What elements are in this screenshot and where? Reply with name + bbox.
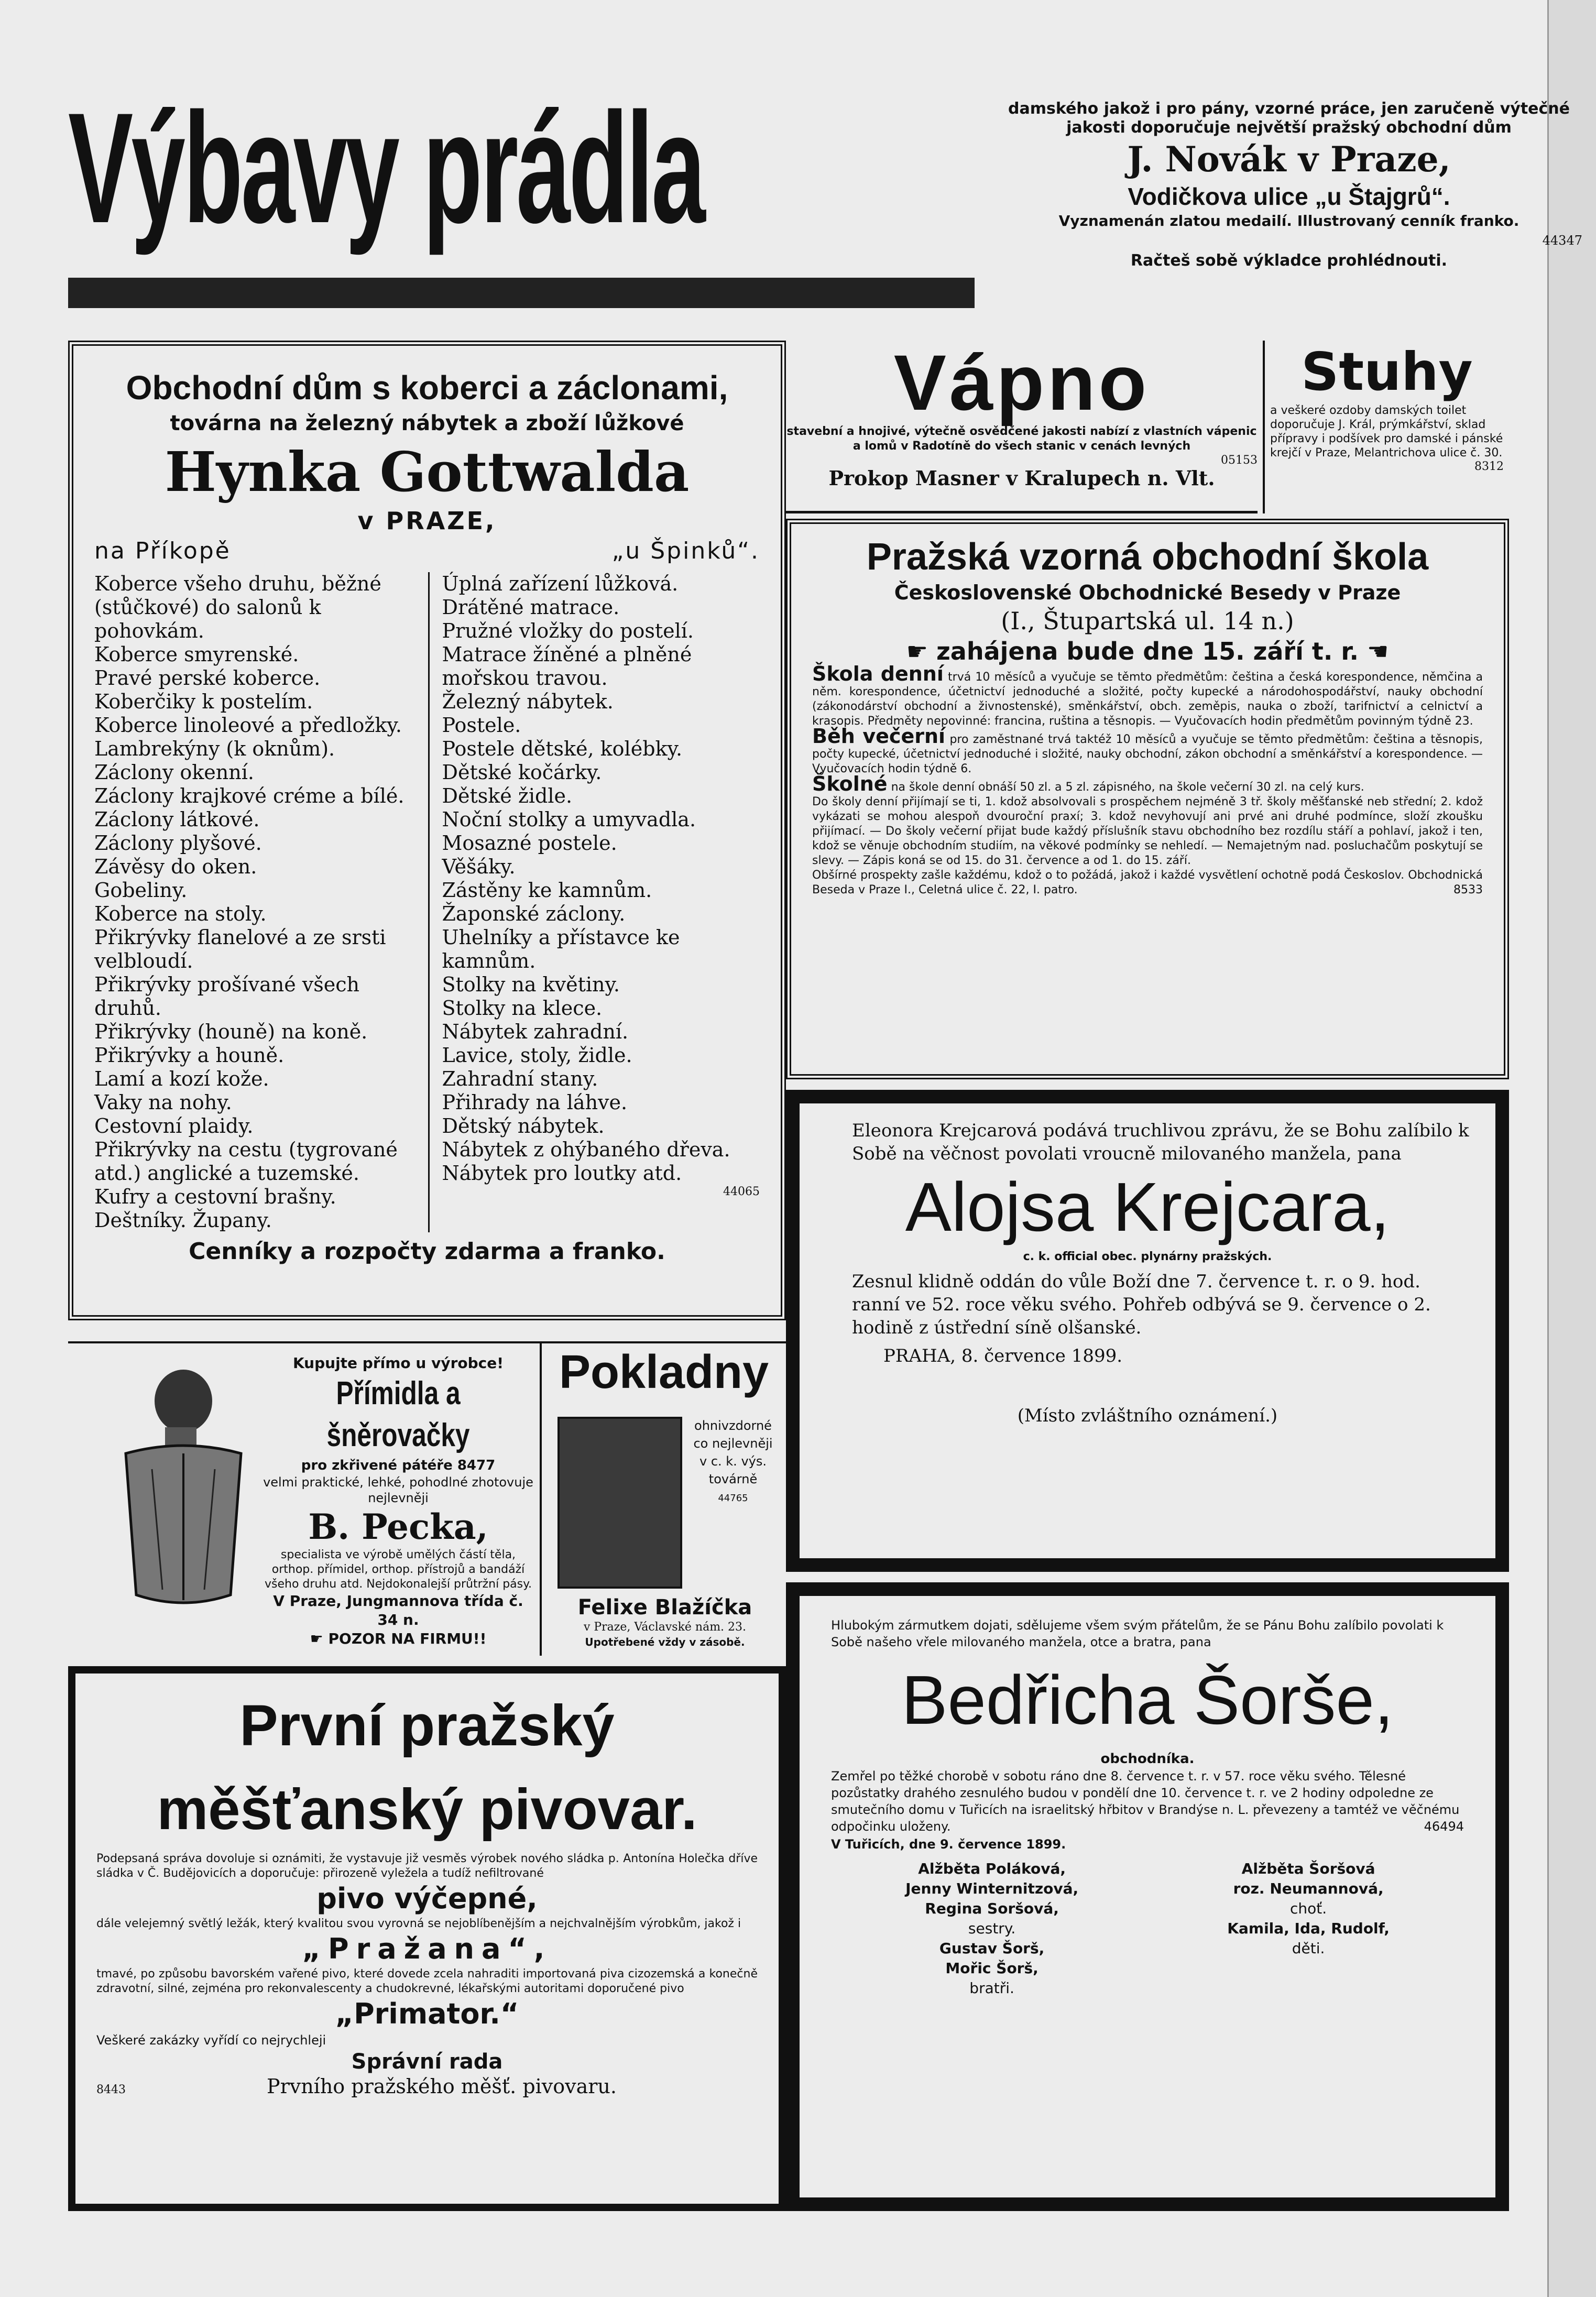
carpet-lists <box>94 572 760 1232</box>
school-prospectus: Obšírné prospekty zašle každému, kdož o to požádá, jakož i každé vysvětlení ochotně podá Českoslov. Obchodnická Beseda v Praze I., Celetná ulice č. 22, I. patro. <box>812 869 1483 896</box>
family-role: sestry. <box>968 1920 1016 1937</box>
corset-header: Kupujte přímo u výrobce! <box>292 1354 504 1372</box>
school-code: 8533 <box>1453 883 1483 896</box>
list-item: Koberce linoleové a předložky. <box>94 714 402 737</box>
krejcar-dateline: PRAHA, 8. července 1899. <box>883 1346 1123 1366</box>
corset-figure <box>105 1364 252 1616</box>
list-item: Přikrývky prošívané všech druhů. <box>94 973 359 1020</box>
list-item: Záclony látkové. <box>94 808 260 831</box>
carpet-line1: Obchodní dům s koberci a záclonami, <box>126 369 728 407</box>
school-fee-text: na škole denní obnáší 50 zl. a 5 zl. zápisného, na škole večerní 30 zl. na celý kurs. <box>891 781 1364 794</box>
family-member: Alžběta Šoršová <box>1241 1860 1375 1877</box>
family-member: Mořic Šorš, <box>945 1960 1039 1977</box>
list-item: Nábytek pro loutky atd. <box>442 1162 682 1185</box>
carpet-location-right: „u Špinků“. <box>611 538 760 564</box>
brewery-beer3: „Primator.“ <box>335 1997 519 2030</box>
pokladny-headline: Pokladny <box>559 1346 769 1398</box>
school-evening-label: Běh večerní <box>812 725 946 748</box>
school-fee-label: Školné <box>812 772 888 795</box>
corset-sub <box>262 1457 534 1474</box>
family-member: roz. Neumannová, <box>1233 1880 1384 1897</box>
list-item: Záclony okenní. <box>94 761 254 784</box>
family-member: Regina Soršová, <box>925 1900 1059 1917</box>
family-role: choť. <box>1290 1900 1327 1917</box>
title-intro: damského jakož i pro pány, vzorné práce, jen zaručeně výtečné jakosti doporučuje největší pražský obchodní dům <box>1008 100 1570 137</box>
list-item: Nábytek z ohýbaného dřeva. <box>442 1138 730 1161</box>
school-admission: Do školy denní přijímají se ti, 1. kdož absolvovali s prospěchem nejméně 3 tř. školy měšťanské neb střední; 2. kdož vykázati se mohou alespoň dvouroční praxí; 3. kdož nevyhovují ani prvé ani druhé podmínce, složí zkoušku přijímací. — Do školy večerní přijat bude každý příslušník stavu obchodního bez rozdílu stáří a pohlaví, jakož i ten, kdož se věnuje obchodním studiím, na věkové podmínky se nehledí. — Nemajetným nad. posluchačům poskytují se slevy. — Zápis koná se od 15. do 31. července a od 1. do 15. září. <box>812 795 1483 867</box>
carpet-footer: Cenníky a rozpočty zdarma a franko. <box>189 1238 665 1265</box>
stuhy-body: a veškeré ozdoby damských toilet doporučuje J. Král, prýmkářství, sklad přípravy i podšívek pro damské i pánské krejčí v Praze, Melantrichova ulice č. 30. <box>1270 404 1503 460</box>
family-member: Jenny Winternitzová, <box>905 1880 1079 1897</box>
page-edge <box>1547 0 1596 2297</box>
sors-family-left <box>905 1859 1078 1998</box>
list-item: Gobeliny. <box>94 879 188 902</box>
list-item: Pravé perské koberce. <box>94 666 321 690</box>
list-item: Stolky na květiny. <box>442 973 620 996</box>
carpet-line2: továrna na železný nábytek a zboží lůžkové <box>170 411 684 435</box>
list-item: Zahradní stany. <box>442 1067 598 1090</box>
list-item: Věšáky. <box>442 855 516 878</box>
list-item: Mosazné postele. <box>442 832 617 855</box>
sors-family <box>831 1859 1464 1998</box>
corset-specialty: specialista ve výrobě umělých částí těla, orthop. přímidel, orthop. přístrojů a bandáží všeho druhu atd. Nejdokonalejší průtržní pásy. <box>264 1548 532 1591</box>
list-item: Závěsy do oken. <box>94 855 257 878</box>
carpet-city: v PRAZE, <box>357 507 497 535</box>
list-item: Úplná zařízení lůžková. <box>442 572 679 595</box>
list-item: Dětské kočárky. <box>442 761 602 784</box>
list-item: Cestovní plaidy. <box>94 1114 254 1137</box>
sors-dateline: V Tuřicích, dne 9. července 1899. <box>831 1837 1066 1852</box>
family-member: Gustav Šorš, <box>939 1940 1045 1957</box>
brewery-sign2: Prvního pražského měšť. pivovaru. <box>267 2075 617 2098</box>
list-item: Pružné vložky do postelí. <box>442 619 694 642</box>
sors-intro: Hlubokým zármutkem dojati, sdělujeme všem svým přátelům, že se Pánu Bohu zalíbilo povolati k Sobě našeho vřele milovaného manžela, otce a bratra, pana <box>831 1618 1444 1649</box>
sors-name: Bedřicha Šorše, <box>901 1661 1394 1738</box>
vapno-ad <box>786 338 1258 513</box>
brewery-sign: Správní rada <box>351 2050 503 2074</box>
corset-illustration <box>105 1364 252 1616</box>
krejcar-name: Alojsa Krejcara, <box>905 1168 1390 1245</box>
list-item: Přikrývky (houně) na koně. <box>94 1020 368 1043</box>
carpet-code: 44065 <box>723 1185 760 1198</box>
stuhy-code: 8312 <box>1474 460 1504 473</box>
list-item: Kufry a cestovní brašny. <box>94 1185 336 1208</box>
krejcar-notice <box>786 1090 1509 1572</box>
pokladny-ad <box>540 1341 786 1656</box>
krejcar-footer: (Místo zvláštního oznámení.) <box>1017 1405 1278 1426</box>
vapno-firm: Prokop Masner v Kralupech n. Vlt. <box>828 466 1215 490</box>
list-item: Záclony plyšové. <box>94 832 262 855</box>
vapno-code: 05153 <box>1221 454 1258 467</box>
list-item: Uhelníky a přístavce ke kamnům. <box>442 926 680 972</box>
krejcar-body: Zesnul klidně oddán do vůle Boží dne 7. července t. r. o 9. hod. ranní ve 52. roce věku svého. Pohřeb odbývá se 9. července o 2. hodině z ústřední síně olšanské. <box>852 1271 1431 1338</box>
carpet-location-left: na Příkopě <box>94 538 231 564</box>
list-item: Postele dětské, kolébky. <box>442 737 683 760</box>
carpet-locations <box>94 535 760 567</box>
school-opening: ☛ zahájena bude dne 15. září t. r. ☚ <box>906 637 1389 665</box>
krejcar-title: c. k. official obec. plynárny pražských. <box>1023 1250 1272 1263</box>
list-item: Přikrývky a houně. <box>94 1044 285 1067</box>
sors-body <box>831 1768 1464 1835</box>
vapno-body: stavební a hnojivé, výtečně osvědčené jakosti nabízí z vlastních vápenic a lomů v Radotíně do všech stanic v cenách levných <box>786 425 1257 453</box>
list-item: Koberce na stoly. <box>94 902 267 925</box>
pokladny-footer <box>542 1595 788 1649</box>
pokladny-stock: Upotřebené vždy v zásobě. <box>585 1636 745 1648</box>
brewery-beer2: „Pražana“, <box>302 1932 552 1965</box>
brewery-code: 8443 <box>96 2083 126 2096</box>
title-code: 44347 <box>1542 233 1582 248</box>
school-evening-text: pro zaměstnané trvá taktéž 10 měsíců a vyučuje se těmto předmětům: čeština a těsnopis, počty kupecké, účetnictví jednoduché i složité, nauky obchodní, zákon obchodní a směnkářství a korespondence. — Vyučovacích hodin týdně 6. <box>812 733 1483 775</box>
title-ad <box>68 80 1582 335</box>
brewery-footer <box>96 2075 758 2098</box>
school-day-label: Škola denní <box>812 662 944 685</box>
list-item: Záclony krajkové créme a bílé. <box>94 784 405 807</box>
school-day-text: trvá 10 měsíců a vyučuje se těmto předmětům: čeština a česká korespondence, němčina a něm. korespondence, účetnictví jednoduché a složité, počty kupecké a národohospodářství, nauky obchodní (zákonodárství obchodní a živnostenské), směnkářství, obch. zeměpis, nauka o zboží, tarifnictví a celnictví a krasopis. Předměty nepovinné: francina, ruština a těsnopis. — Vyučovacích hodin předmětům povinným týdně 23. <box>812 671 1483 728</box>
title-award: Vyznamenán zlatou medailí. Illustrovaný cenník franko. <box>1058 212 1520 229</box>
pokladny-address: v Praze, Václavské nám. 23. <box>583 1621 747 1634</box>
list-item: Lavice, stoly, židle. <box>442 1044 632 1067</box>
brewery-orders: Veškeré zakázky vyřídí co nejrychleji <box>96 2033 326 2048</box>
stuhy-headline: Stuhy <box>1301 341 1473 402</box>
brewery-ad <box>68 1666 786 2211</box>
brewery-beer1: pivo výčepné, <box>316 1882 538 1915</box>
sors-family-right <box>1227 1859 1390 1998</box>
corset-headline: Přímidla a šněrovačky <box>326 1375 470 1453</box>
title-headline: Výbavy prádla <box>68 80 704 256</box>
corset-text <box>262 1354 534 1648</box>
corset-sub-text: pro zkřivené pátéře <box>301 1458 453 1473</box>
title-address: Vodičkova ulice „u Štajgrů“. <box>1128 183 1450 210</box>
title-bar <box>68 278 975 308</box>
list-item: Nábytek zahradní. <box>442 1020 629 1043</box>
pokladny-code: 44765 <box>718 1493 748 1504</box>
list-item: Drátěné matrace. <box>442 596 620 619</box>
brewery-headline: První pražský měšťanský pivovar. <box>157 1693 697 1842</box>
list-item: Vaky na nohy. <box>94 1091 232 1114</box>
corset-desc: velmi praktické, lehké, pohodlné zhotovuje nejlevněji <box>263 1475 533 1505</box>
title-tagline: Račteš sobě výkladce prohlédnouti. <box>1130 251 1448 270</box>
list-item: Deštníky. Župany. <box>94 1209 272 1232</box>
list-item: Koberce všeho druhu, běžné (stůčkové) do salonů k pohovkám. <box>94 572 381 642</box>
list-item: Dětské židle. <box>442 784 573 807</box>
school-title: Pražská vzorná obchodní škola <box>866 536 1429 578</box>
corset-warning: ☛ POZOR NA FIRMU!! <box>310 1630 487 1647</box>
brewery-intro: Podepsaná správa dovoluje si oznámiti, že vystavuje již vesměs výrobek nového sládka p. Antonína Holečka dříve sládka v Č. Budějovicích a doporučuje: přirozeně vyležela a tudíž nefiltrované <box>96 1852 758 1880</box>
list-item: Koberčiky k postelím. <box>94 690 313 713</box>
list-item: Noční stolky a umyvadla. <box>442 808 696 831</box>
list-item: Železný nábytek. <box>442 690 614 713</box>
sors-title: obchodníka. <box>1100 1751 1195 1767</box>
carpet-left-list <box>94 572 412 1232</box>
corset-firm: B. Pecka, <box>308 1506 488 1547</box>
school-society: Československé Obchodnické Besedy v Praze <box>894 581 1401 604</box>
pokladny-firm: Felixe Blažíčka <box>577 1595 752 1620</box>
title-firm: J. Novák v Praze, <box>1127 139 1451 180</box>
school-body <box>812 662 1483 898</box>
corset-code: 8477 <box>457 1458 496 1473</box>
list-item: Stolky na klece. <box>442 997 603 1020</box>
school-ad <box>786 519 1509 1079</box>
brewery-middle: dále velejemný světlý ležák, který kvalitou svou vyrovná se nejoblíbenějším a nejchvalnějším výrobkům, jakož i <box>96 1917 741 1930</box>
corset-ad <box>68 1341 540 1656</box>
family-role: děti. <box>1292 1940 1325 1957</box>
list-item: Zástěny ke kamnům. <box>442 879 652 902</box>
school-address: (I., Štupartská ul. 14 n.) <box>1001 607 1294 635</box>
list-item: Přihrady na láhve. <box>442 1091 628 1114</box>
pokladny-desc <box>688 1417 778 1507</box>
corset-warning-text: POZOR NA FIRMU!! <box>328 1630 487 1647</box>
carpet-ad <box>68 341 786 1320</box>
family-member: Alžběta Poláková, <box>918 1860 1066 1877</box>
safe-icon <box>557 1417 682 1589</box>
list-item: Lambrekýny (k oknům). <box>94 737 335 760</box>
list-item: Postele. <box>442 714 521 737</box>
corset-address: V Praze, Jungmannova třída č. 34 n. <box>273 1592 523 1628</box>
sors-body-text: Zemřel po těžké chorobě v sobotu ráno dne 8. července t. r. v 57. roce věku svého. Tělesné pozůstatky drahého zesnulého budou v pondělí dne 10. července t. r. ve 2 hodiny odpoledne ze smutečního domu v Tuřicích na israelitský hřbitov v Brandýse n. L. převezeny a tamtéž ve věčnému odpočinku uloženy. <box>831 1769 1460 1834</box>
title-side <box>996 100 1582 271</box>
carpet-right-list <box>428 572 760 1232</box>
family-member: Kamila, Ida, Rudolf, <box>1227 1920 1390 1937</box>
vapno-headline: Vápno <box>893 338 1150 426</box>
list-item: Žaponské záclony. <box>442 902 626 925</box>
list-item: Dětský nábytek. <box>442 1114 605 1137</box>
list-item: Koberce smyrenské. <box>94 643 299 666</box>
sors-code: 46494 <box>1424 1819 1464 1834</box>
list-item: Přikrývky flanelové a ze srsti velbloudí. <box>94 926 386 972</box>
list-item: Lamí a kozí kože. <box>94 1067 269 1090</box>
stuhy-ad <box>1263 341 1509 513</box>
sors-notice <box>786 1582 1509 2211</box>
carpet-owner: Hynka Gottwalda <box>165 440 690 504</box>
list-item: Matrace žíněné a plněné mořskou travou. <box>442 643 692 690</box>
family-role: bratři. <box>969 1979 1014 1997</box>
krejcar-intro: Eleonora Krejcarová podává truchlivou zprávu, že se Bohu zalíbilo k Sobě na věčnost povolati vroucně milovaného manžela, pana <box>852 1120 1469 1164</box>
list-item: Přikrývky na cestu (tygrované atd.) anglické a tuzemské. <box>94 1138 398 1185</box>
school-opening-text: zahájena bude dne 15. září t. r. <box>936 637 1359 665</box>
brewery-middle2: tmavé, po způsobu bavorském vařené pivo, které dovede zcela nahraditi importovaná piva cizozemská a konečně zdravotní, silné, zejména pro rekonvalescenty a chudokrevné, lékařskými autoritami doporučené pivo <box>96 1967 758 1995</box>
pokladny-desc-text: ohnivzdorné co nejlevněji v c. k. výs. továrně <box>693 1418 773 1486</box>
